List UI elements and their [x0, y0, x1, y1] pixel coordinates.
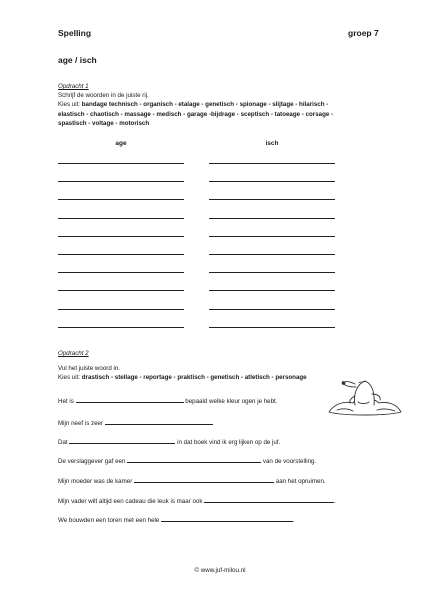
sentence-2-before: Mijn neef is zeer	[58, 420, 104, 427]
answer-line-age[interactable]	[58, 236, 184, 237]
sentence-4-after: van de voorstelling.	[262, 458, 317, 465]
exercise2-instruction: Vul het juiste woord in.	[58, 365, 121, 373]
sentence-1-after: bepaald welke kleur ogen je hebt.	[185, 398, 278, 405]
sentence-2	[58, 418, 213, 427]
exercise2-label: Opdracht 2	[58, 350, 89, 357]
sentence-7-before: We bouwden een toren met een hele	[58, 517, 160, 524]
sentence-6-after: .	[334, 498, 336, 505]
worksheet-title: Spelling	[58, 28, 92, 38]
column-heading-age: age	[115, 140, 127, 147]
exercise2-words: drastisch - stellage - reportage - praktisch - genetisch - atletisch - personage	[81, 374, 307, 382]
sentence-5-after: aan het opruimen.	[275, 478, 326, 485]
sentence-4	[58, 456, 316, 465]
sentence-5-blank[interactable]	[134, 476, 274, 483]
mole-illustration	[325, 372, 405, 418]
sentence-2-blank[interactable]	[105, 418, 213, 425]
worksheet-subtitle: age / isch	[58, 55, 97, 65]
exercise1-words-line1	[58, 100, 333, 109]
answer-line-age[interactable]	[58, 327, 184, 328]
answer-line-isch[interactable]	[209, 290, 335, 291]
answer-line-age[interactable]	[58, 290, 184, 291]
sentence-3-blank[interactable]	[69, 437, 175, 444]
sentence-6-before: Mijn vader wilt altijd een cadeau die leuk is maar ook	[58, 498, 203, 505]
exercise1-label: Opdracht 1	[58, 83, 89, 90]
grade-label: groep 7	[348, 28, 379, 38]
sentence-6-blank[interactable]	[204, 496, 334, 503]
exercise1-choose-prefix: Kies uit:	[58, 101, 81, 109]
sentence-7	[58, 515, 295, 524]
answer-line-age[interactable]	[58, 199, 184, 200]
exercise2-words-line	[58, 373, 307, 382]
exercise1-instruction: Schrijf de woorden in de juiste rij.	[58, 92, 149, 100]
answer-line-age[interactable]	[58, 181, 184, 182]
answer-line-isch[interactable]	[209, 236, 335, 237]
column-heading-isch: isch	[265, 140, 279, 147]
sentence-6	[58, 496, 336, 505]
sentence-3	[58, 437, 280, 446]
sentence-1-blank[interactable]	[76, 396, 184, 403]
answer-line-age[interactable]	[58, 272, 184, 273]
answer-line-isch[interactable]	[209, 163, 335, 164]
answer-line-isch[interactable]	[209, 199, 335, 200]
exercise1-words-line2: elastisch - chaotisch - massage - medisch - garage -bijdrage - sceptisch - tatoeage - corsage -	[58, 110, 334, 118]
exercise1-words-a: bandage technisch - organisch - etalage - genetisch - spionage - slijtage - hilarisch -	[81, 101, 329, 109]
answer-line-isch[interactable]	[209, 181, 335, 182]
answer-line-isch[interactable]	[209, 272, 335, 273]
sentence-3-before: Dat	[58, 439, 68, 446]
sentence-7-blank[interactable]	[161, 515, 293, 522]
exercise2-choose-prefix: Kies uit:	[58, 374, 81, 382]
footer-copyright: © www.juf-milou.nl	[194, 567, 246, 574]
sentence-5-before: Mijn moeder was de kamer	[58, 478, 133, 485]
exercise1-block	[58, 82, 333, 128]
sentence-4-before: De verslaggever gaf een	[58, 458, 126, 465]
answer-line-age[interactable]	[58, 309, 184, 310]
answer-line-isch[interactable]	[209, 254, 335, 255]
sentence-5	[58, 476, 326, 485]
answer-line-age[interactable]	[58, 254, 184, 255]
answer-line-isch[interactable]	[209, 218, 335, 219]
sentence-4-blank[interactable]	[127, 456, 261, 463]
answer-line-age[interactable]	[58, 218, 184, 219]
answer-line-isch[interactable]	[209, 327, 335, 328]
sentence-1-before: Het is	[58, 398, 74, 405]
sentence-1	[58, 396, 278, 405]
exercise2-block	[58, 349, 307, 383]
answer-line-isch[interactable]	[209, 309, 335, 310]
sentence-3-after: in dat boek vind ik erg lijken op de juf.	[177, 439, 281, 446]
sentence-7-after: .	[293, 517, 295, 524]
exercise1-words-line3: spastisch - voltage - motorisch	[58, 119, 150, 127]
answer-line-age[interactable]	[58, 163, 184, 164]
